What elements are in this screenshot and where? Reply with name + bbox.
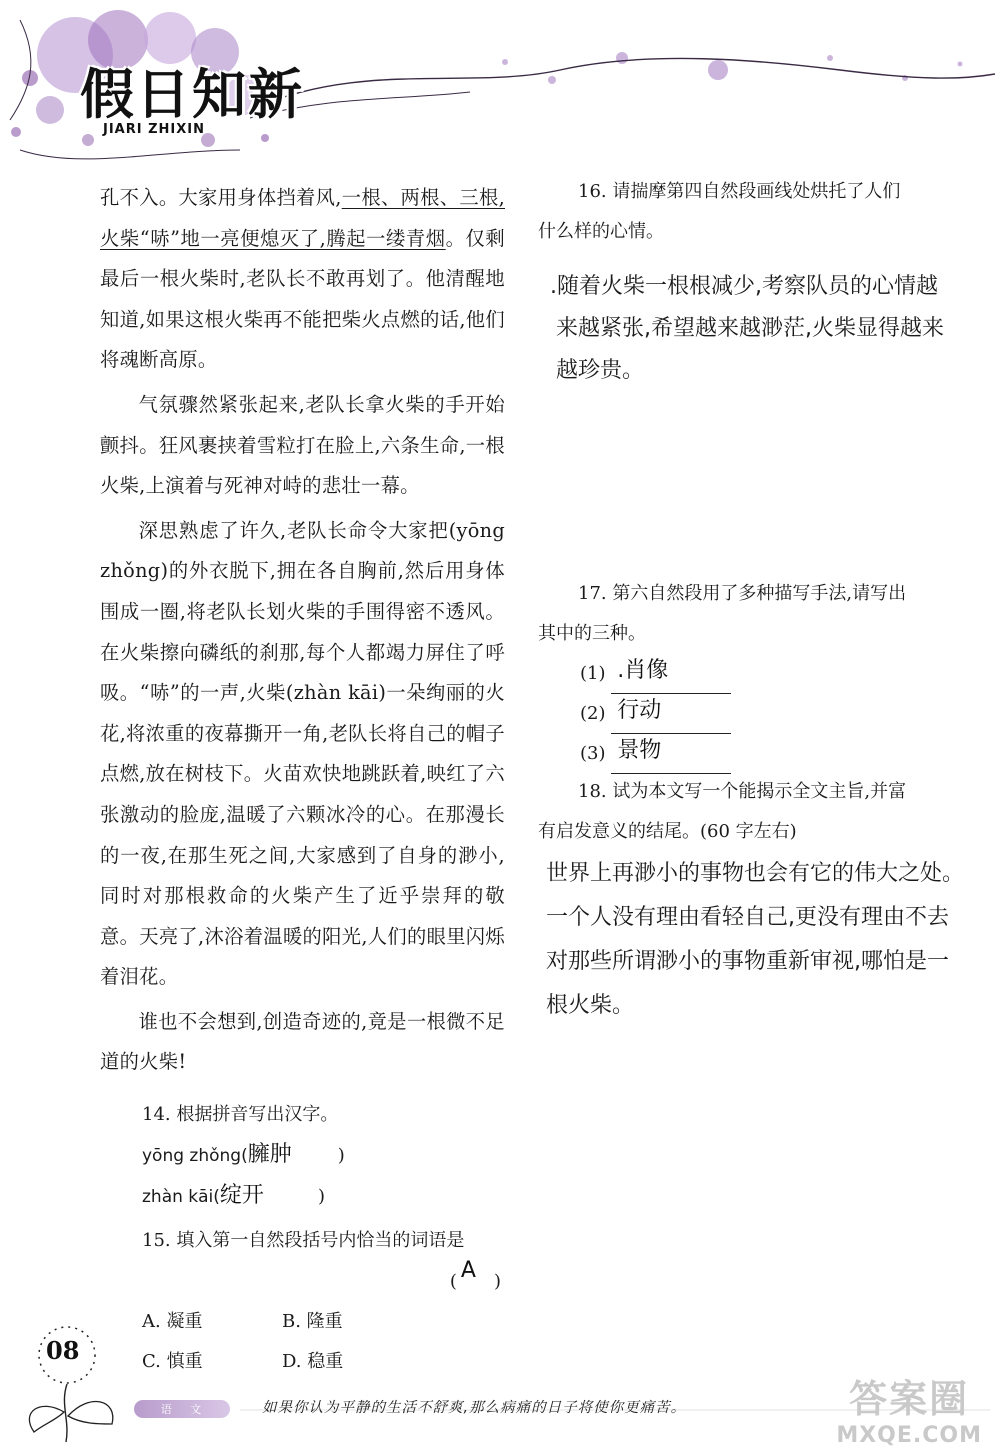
- passage-paragraph-3: 深思熟虑了许久,老队长命令大家把(yōng zhǒng)的外衣脱下,拥在各自胸前,然后用身体围成一圈,将老队长划火柴的手围得密不透风。在火柴擦向磷纸的刹那,每个人都竭力屏住了呼吸。“哧”的一声,火柴(zhàn kāi)一朵绚丽的火花,将浓重的夜幕撕开一角,老队长将自己的帽子点燃,放在树枝下。火苗欢快地跳跃着,映红了六张激动的脸庞,温暖了六颗冰冷的心。在那漫长的一夜,在那生死之间,大家感到了自身的渺小,同时对那根救命的火柴产生了近乎崇拜的敬意。天亮了,沐浴着温暖的阳光,人们的眼里闪烁着泪花。: [100, 518, 505, 989]
- page-header: [0, 0, 1000, 160]
- passage-paragraph-2: 气氛骤然紧张起来,老队长拿火柴的手开始颤抖。狂风裹挟着雪粒打在脸上,六条生命,一根火柴,上演着与死神对峙的悲壮一幕。: [100, 392, 505, 498]
- page-number: 08: [46, 1336, 80, 1365]
- question-17: [538, 574, 993, 774]
- question-15-answer: A: [460, 1258, 476, 1284]
- question-16-prompt-line-2: 什么样的心情。: [538, 221, 664, 242]
- question-16: [538, 172, 993, 392]
- option-b: B. 隆重: [282, 1311, 343, 1333]
- question-16-answer: .随着火柴一根根减少,考察队员的心情越 来越紧张,希望越来越渺茫,火柴显得越来 越珍贵。: [550, 274, 944, 383]
- question-14: [100, 1095, 505, 1217]
- question-18-answer: 世界上再渺小的事物也会有它的伟大之处。 一个人没有理由看轻自己,更没有理由不去 对那些所谓渺小的事物重新审视,哪怕是一 根火柴。: [546, 861, 965, 1018]
- question-17-answer-3: 景物: [617, 738, 662, 763]
- option-c: C. 慎重: [142, 1351, 203, 1373]
- question-14-answer-2: 绽开: [219, 1183, 264, 1209]
- left-column: [100, 178, 505, 1382]
- book-subtitle: JIARI ZHIXIN: [103, 122, 205, 137]
- question-17-item-3: (3) 景物: [538, 734, 993, 774]
- passage-paragraph-1: 孔不入。大家用身体挡着风,一根、两根、三根,火柴“哧”地一亮便熄灭了,腾起一缕青烟。仅剩最后一根火柴时,老队长不敢再划了。他清醒地知道,如果这根火柴再不能把柴火点燃的话,他们将魂断高原。: [100, 186, 506, 372]
- watermark: 答案圈 MXQE.COM: [836, 1377, 982, 1448]
- question-17-prompt-line-1: 17. 第六自然段用了多种描写手法,请写出: [578, 583, 907, 604]
- question-14-answer-1: 臃肿: [247, 1142, 292, 1168]
- option-d: D. 稳重: [282, 1351, 344, 1373]
- question-15-answer-bracket: ( A ): [449, 1258, 501, 1293]
- passage-paragraph-4: 谁也不会想到,创造奇迹的,竟是一根微不足道的火柴!: [100, 1009, 505, 1074]
- underlined-phrase: 一根、两根、三根,火柴“哧”地一亮便熄灭了,腾起一缕青烟: [100, 186, 506, 250]
- footer-motto: 如果你认为平静的生活不舒爽,那么病痛的日子将使你更痛苦。: [262, 1400, 687, 1416]
- question-17-prompt-line-2: 其中的三种。: [538, 623, 646, 644]
- question-14-prompt: 14. 根据拼音写出汉字。: [142, 1104, 339, 1126]
- question-17-item-2: (2) 行动: [538, 694, 993, 734]
- question-14-item-1: yōng zhǒng(臃肿 ): [142, 1142, 345, 1168]
- question-18-prompt-line-2: 有启发意义的结尾。(60 字左右): [538, 821, 797, 842]
- question-18-prompt-line-1: 18. 试为本文写一个能揭示全文主旨,并富: [578, 781, 907, 802]
- question-17-item-1: (1) .肖像: [538, 654, 993, 694]
- subject-tag: 语 文: [134, 1400, 230, 1418]
- question-17-answer-1: .肖像: [617, 658, 669, 683]
- option-a: A. 凝重: [142, 1311, 203, 1333]
- question-16-prompt-line-1: 16. 请揣摩第四自然段画线处烘托了人们: [578, 181, 901, 202]
- right-column: [538, 172, 993, 1018]
- book-title: 假日知新: [80, 63, 304, 126]
- question-18: [538, 772, 993, 1028]
- question-17-answer-2: 行动: [617, 698, 662, 723]
- question-15-prompt: 15. 填入第一自然段括号内恰当的词语是: [142, 1230, 465, 1252]
- question-14-item-2: zhàn kāi(绽开 ): [142, 1183, 325, 1209]
